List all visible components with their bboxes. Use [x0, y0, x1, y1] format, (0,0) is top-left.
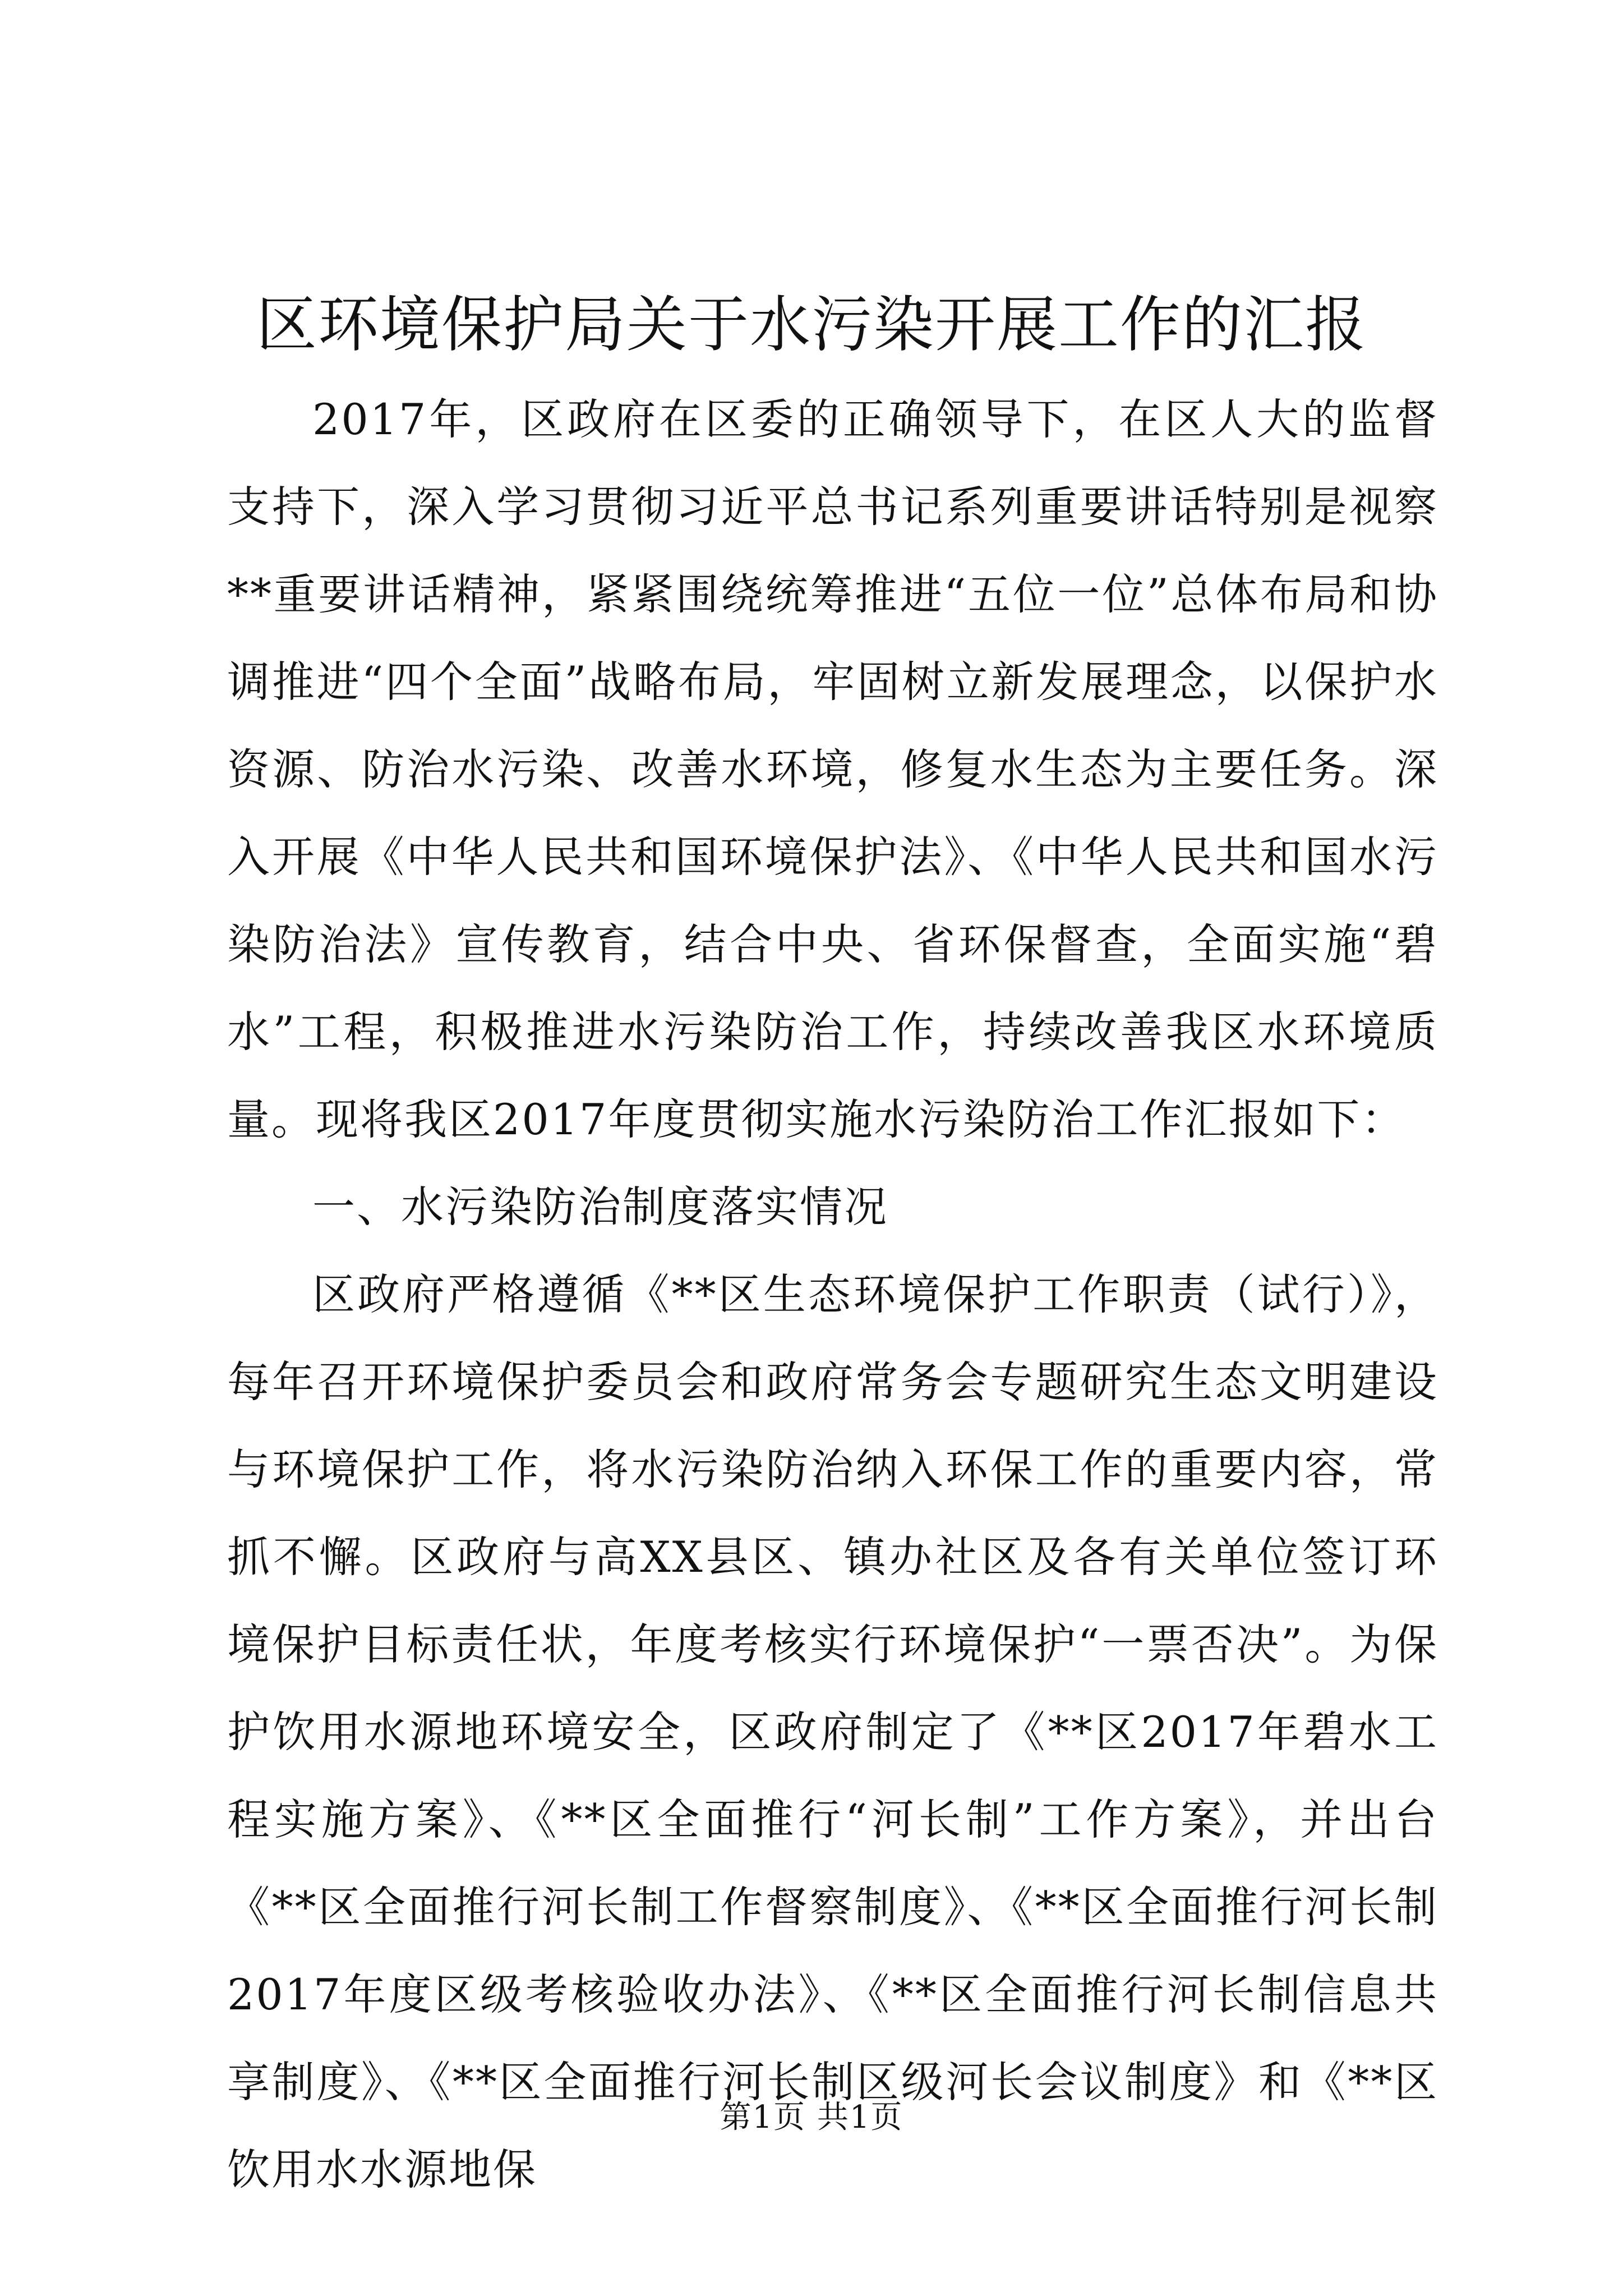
intro-paragraph: 2017年，区政府在区委的正确领导下，在区人大的监督支持下，深入学习贯彻习近平总书记系列重要讲话特别是视察**重要讲话精神，紧紧围绕统筹推进“五位一位”总体布局和协调推进“四个全面”战略布局，牢固树立新发展理念，以保护水资源、防治水污染、改善水环境，修复水生态为主要任务。深入开展《中华人民共和国环境保护法》、《中华人民共和国水污染防治法》宣传教育，结合中央、省环保督查，全面实施“碧水”工程，积极推进水污染防治工作，持续改善我区水环境质量。现将我区2017年度贯彻实施水污染防治工作汇报如下：	[227, 394, 1438, 1144]
page-title: 区环境保护局关于水污染开展工作的汇报	[256, 290, 1367, 360]
section-paragraph: 区政府严格遵循《**区生态环境保护工作职责（试行）》，每年召开环境保护委员会和政府常务会专题研究生态文明建设与环境保护工作，将水污染防治纳入环保工作的重要内容，常抓不懈。区政府与高XX县区、镇办社区及各有关单位签订环境保护目标责任状，年度考核实行环境保护“一票否决”。为保护饮用水源地环境安全，区政府制定了《**区2017年碧水工程实施方案》、《**区全面推行“河长制”工作方案》，并出台《**区全面推行河长制工作督察制度》、《**区全面推行河长制2017年度区级考核验收办法》、《**区全面推行河长制信息共享制度》、《**区全面推行河长制区级河长会议制度》和《**区饮用水水源地保	[227, 1269, 1438, 2194]
section-heading: 一、水污染防治制度落实情况	[312, 1182, 888, 1232]
document-body	[227, 376, 1438, 2214]
page-number-footer: 第1页 共1页	[720, 2099, 903, 2136]
